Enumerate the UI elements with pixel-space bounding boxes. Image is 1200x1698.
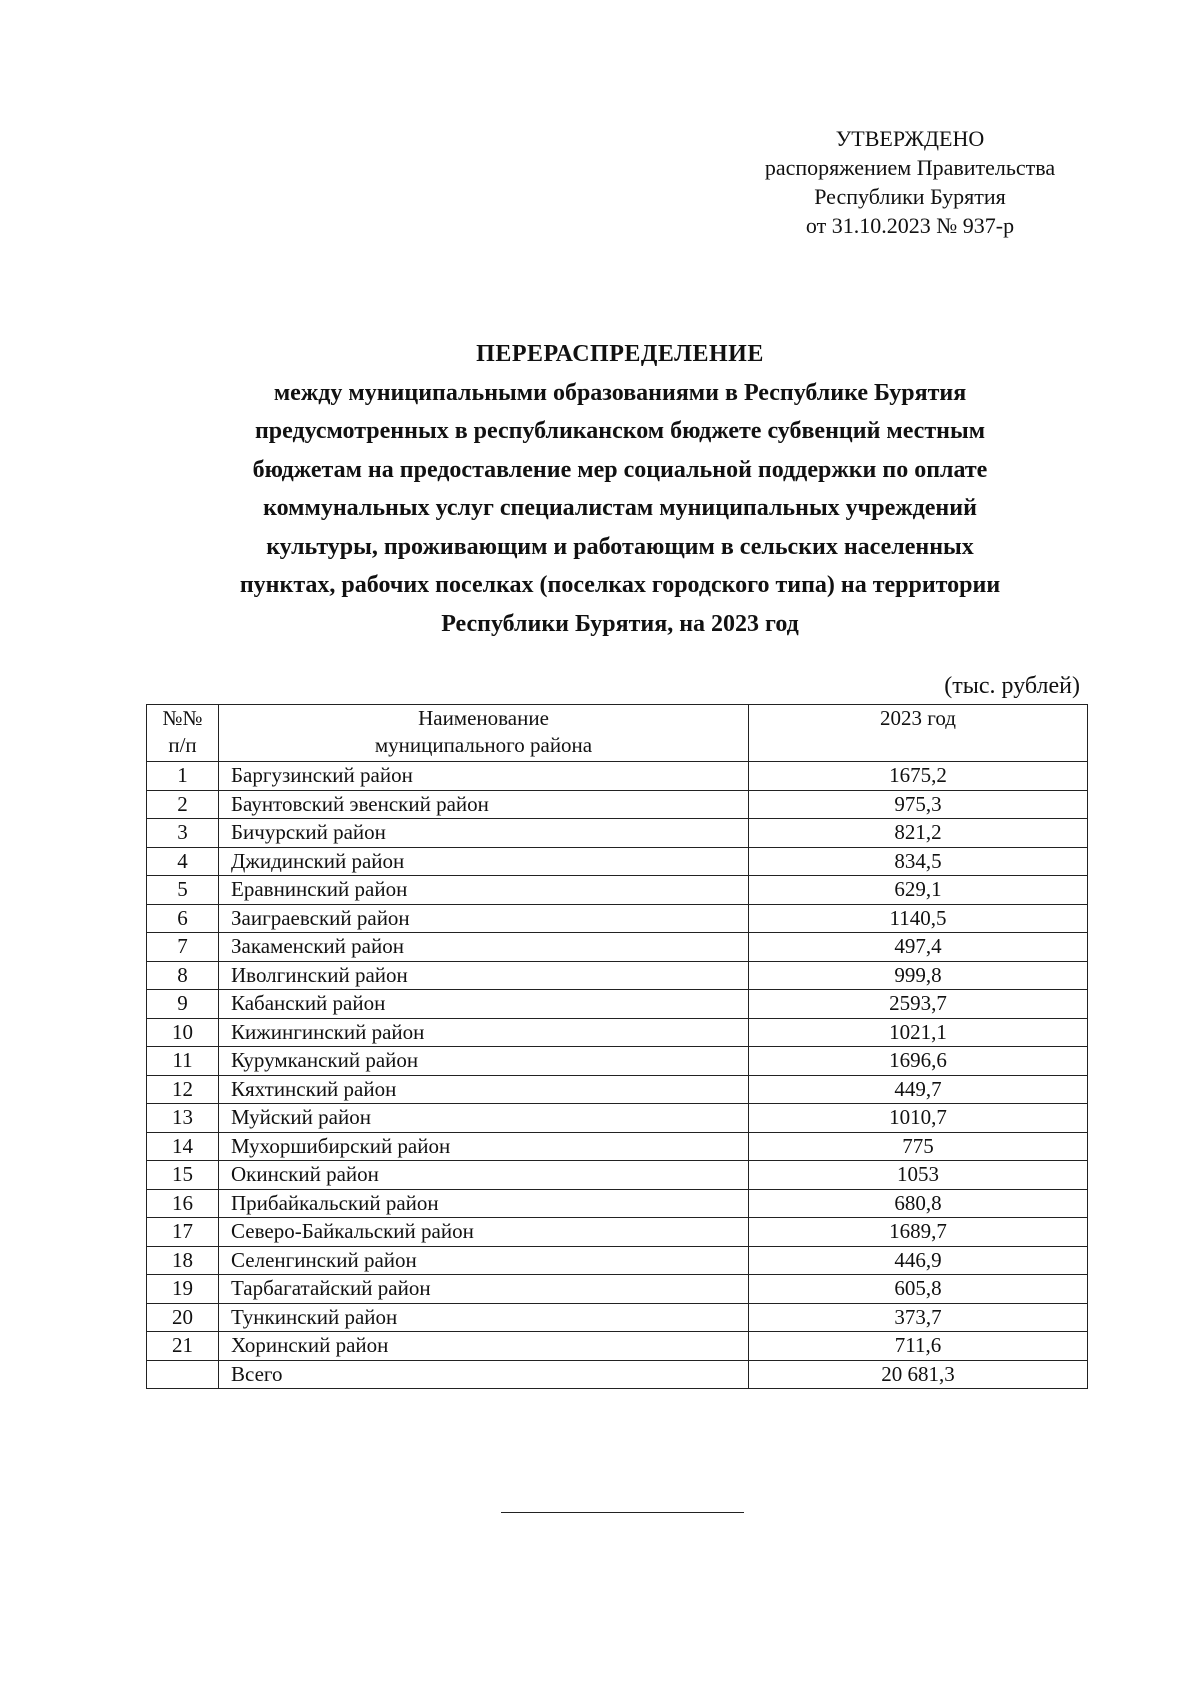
table-row bbox=[147, 1047, 1088, 1076]
row-amount: 1696,6 bbox=[749, 1047, 1088, 1076]
row-amount: 834,5 bbox=[749, 847, 1088, 876]
table-row bbox=[147, 1161, 1088, 1190]
row-number: 6 bbox=[147, 904, 219, 933]
table-row bbox=[147, 1275, 1088, 1304]
title-line: Республики Бурятия, на 2023 год bbox=[441, 610, 799, 637]
row-district-name: Тарбагатайский район bbox=[219, 1275, 749, 1304]
row-number: 4 bbox=[147, 847, 219, 876]
table-row bbox=[147, 1246, 1088, 1275]
row-district-name: Прибайкальский район bbox=[219, 1189, 749, 1218]
row-amount: 629,1 bbox=[749, 876, 1088, 905]
row-district-name: Кижингинский район bbox=[219, 1018, 749, 1047]
table-row bbox=[147, 1132, 1088, 1161]
row-number: 15 bbox=[147, 1161, 219, 1190]
row-number: 13 bbox=[147, 1104, 219, 1133]
row-district-name: Мухоршибирский район bbox=[219, 1132, 749, 1161]
row-number: 3 bbox=[147, 819, 219, 848]
approval-authority: распоряжением Правительства bbox=[764, 155, 1056, 180]
row-number: 2 bbox=[147, 790, 219, 819]
table-row bbox=[147, 876, 1088, 905]
row-district-name: Тункинский район bbox=[219, 1303, 749, 1332]
row-district-name: Муйский район bbox=[219, 1104, 749, 1133]
title-line: культуры, проживающим и работающим в сельских населенных bbox=[266, 533, 974, 560]
row-district-name: Закаменский район bbox=[219, 933, 749, 962]
total-number bbox=[147, 1360, 219, 1389]
table-row bbox=[147, 1018, 1088, 1047]
row-amount: 1053 bbox=[749, 1161, 1088, 1190]
title-line: предусмотренных в республиканском бюджете субвенций местным bbox=[254, 418, 986, 444]
table-row bbox=[147, 1218, 1088, 1247]
document-title bbox=[130, 335, 1110, 643]
row-district-name: Иволгинский район bbox=[219, 961, 749, 990]
row-number: 11 bbox=[147, 1047, 219, 1076]
approval-title: УТВЕРЖДЕНО bbox=[835, 126, 985, 151]
table-row bbox=[147, 1332, 1088, 1361]
table-row bbox=[147, 790, 1088, 819]
total-value: 20 681,3 bbox=[749, 1360, 1088, 1389]
title-line: бюджетам на предоставление мер социальной поддержки по оплате bbox=[252, 456, 988, 483]
row-amount: 1675,2 bbox=[749, 762, 1088, 791]
row-number: 10 bbox=[147, 1018, 219, 1047]
row-amount: 449,7 bbox=[749, 1075, 1088, 1104]
row-number: 17 bbox=[147, 1218, 219, 1247]
table-row bbox=[147, 904, 1088, 933]
row-amount: 711,6 bbox=[749, 1332, 1088, 1361]
row-amount: 1689,7 bbox=[749, 1218, 1088, 1247]
row-amount: 999,8 bbox=[749, 961, 1088, 990]
row-amount: 775 bbox=[749, 1132, 1088, 1161]
row-number: 9 bbox=[147, 990, 219, 1019]
row-number: 8 bbox=[147, 961, 219, 990]
title-line: коммунальных услуг специалистам муниципальных учреждений bbox=[263, 495, 977, 521]
header-name bbox=[219, 705, 749, 762]
row-district-name: Баргузинский район bbox=[219, 762, 749, 791]
row-district-name: Заиграевский район bbox=[219, 904, 749, 933]
table-row bbox=[147, 990, 1088, 1019]
table-row bbox=[147, 847, 1088, 876]
units-label: (тыс. рублей) bbox=[944, 673, 1080, 699]
row-amount: 373,7 bbox=[749, 1303, 1088, 1332]
row-number: 12 bbox=[147, 1075, 219, 1104]
header-name-line1: Наименование bbox=[418, 706, 549, 730]
row-district-name: Бичурский район bbox=[219, 819, 749, 848]
row-amount: 680,8 bbox=[749, 1189, 1088, 1218]
header-number-line1: №№ bbox=[162, 706, 203, 730]
row-district-name: Еравнинский район bbox=[219, 876, 749, 905]
header-number-line2: п/п bbox=[168, 733, 197, 757]
table-body bbox=[147, 762, 1088, 1361]
row-district-name: Баунтовский эвенский район bbox=[219, 790, 749, 819]
table-row bbox=[147, 1189, 1088, 1218]
table-row bbox=[147, 933, 1088, 962]
row-number: 1 bbox=[147, 762, 219, 791]
row-number: 16 bbox=[147, 1189, 219, 1218]
row-district-name: Селенгинский район bbox=[219, 1246, 749, 1275]
table-row bbox=[147, 1303, 1088, 1332]
row-amount: 1021,1 bbox=[749, 1018, 1088, 1047]
row-district-name: Джидинский район bbox=[219, 847, 749, 876]
row-number: 19 bbox=[147, 1275, 219, 1304]
row-amount: 446,9 bbox=[749, 1246, 1088, 1275]
row-number: 7 bbox=[147, 933, 219, 962]
row-number: 20 bbox=[147, 1303, 219, 1332]
table-row bbox=[147, 1104, 1088, 1133]
table-row bbox=[147, 1075, 1088, 1104]
row-number: 5 bbox=[147, 876, 219, 905]
title-line: между муниципальными образованиями в Республике Бурятия bbox=[273, 379, 967, 406]
approval-stamp bbox=[735, 124, 1085, 240]
row-amount: 1010,7 bbox=[749, 1104, 1088, 1133]
table-row bbox=[147, 961, 1088, 990]
approval-date-number: от 31.10.2023 № 937-р bbox=[805, 213, 1015, 238]
total-row bbox=[147, 1360, 1088, 1389]
row-amount: 1140,5 bbox=[749, 904, 1088, 933]
row-amount: 975,3 bbox=[749, 790, 1088, 819]
row-district-name: Курумканский район bbox=[219, 1047, 749, 1076]
header-number bbox=[147, 705, 219, 762]
table-header-row bbox=[147, 705, 1088, 762]
header-year: 2023 год bbox=[749, 705, 1088, 762]
header-name-line2: муниципального района bbox=[374, 733, 593, 757]
row-number: 21 bbox=[147, 1332, 219, 1361]
approval-republic: Республики Бурятия bbox=[814, 184, 1006, 209]
row-district-name: Кяхтинский район bbox=[219, 1075, 749, 1104]
row-district-name: Хоринский район bbox=[219, 1332, 749, 1361]
row-district-name: Кабанский район bbox=[219, 990, 749, 1019]
row-amount: 497,4 bbox=[749, 933, 1088, 962]
row-amount: 605,8 bbox=[749, 1275, 1088, 1304]
row-district-name: Северо-Байкальский район bbox=[219, 1218, 749, 1247]
row-amount: 821,2 bbox=[749, 819, 1088, 848]
title-line: пунктах, рабочих поселках (поселках городского типа) на территории bbox=[239, 572, 1001, 598]
table-row bbox=[147, 819, 1088, 848]
closing-rule bbox=[501, 1512, 744, 1513]
row-number: 14 bbox=[147, 1132, 219, 1161]
table-row bbox=[147, 762, 1088, 791]
distribution-table bbox=[146, 704, 1088, 1389]
document-heading: ПЕРЕРАСПРЕДЕЛЕНИЕ bbox=[476, 341, 764, 367]
row-district-name: Окинский район bbox=[219, 1161, 749, 1190]
total-label: Всего bbox=[219, 1360, 749, 1389]
row-number: 18 bbox=[147, 1246, 219, 1275]
row-amount: 2593,7 bbox=[749, 990, 1088, 1019]
